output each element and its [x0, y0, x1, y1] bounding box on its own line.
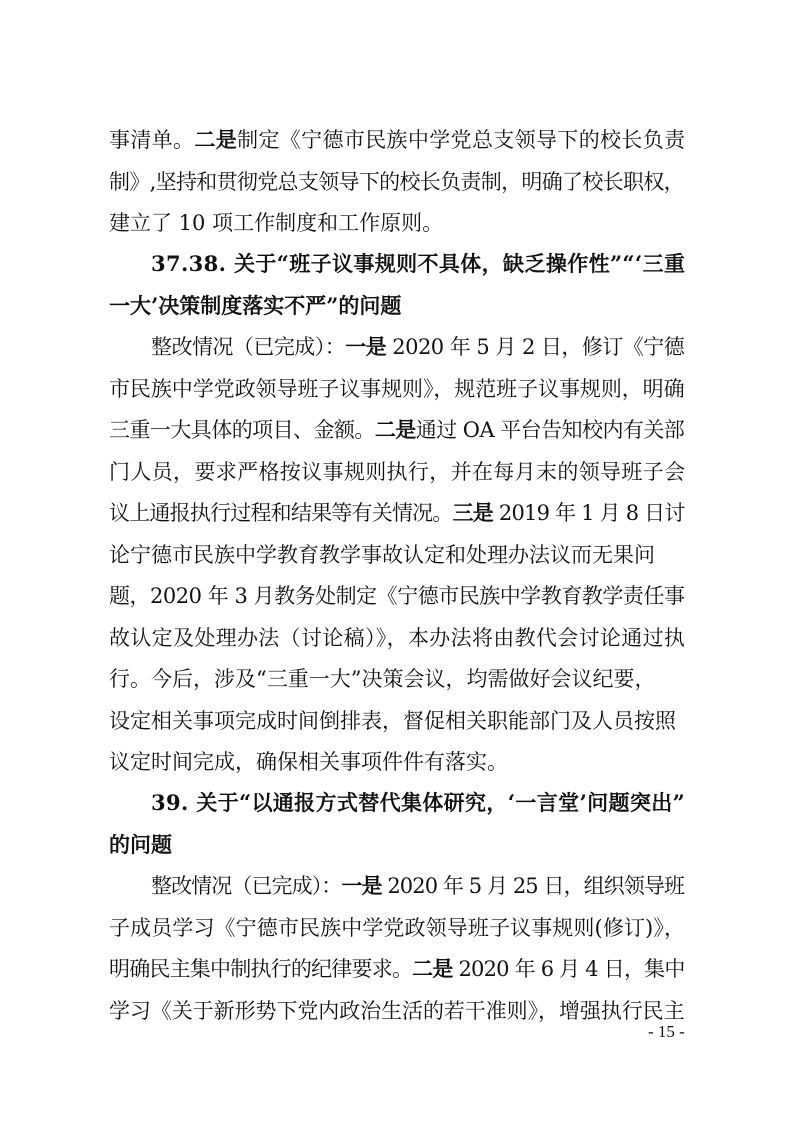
- text-line: [109, 618, 685, 658]
- text-line: [109, 825, 172, 865]
- text-run: 2020 年 5 月 25 日，组织领导班: [381, 874, 685, 898]
- text-line: [109, 701, 676, 741]
- text-run: 题，2020 年 3 月教务处制定《宁德市民族中学教育教学责任事: [109, 584, 685, 608]
- bold-text: 39. 关于“以通报方式替代集体研究，‘一言堂’问题突出”: [151, 790, 686, 815]
- text-line: [109, 162, 684, 202]
- text-run: 2020 年 6 月 4 日，集中: [452, 957, 685, 981]
- text-run: 通过 OA 平台告知校内有关部: [415, 418, 685, 442]
- text-line: [109, 908, 685, 948]
- bold-text: 三是: [452, 500, 493, 525]
- text-run: 制》,坚持和贯彻党总支领导下的校长负责制，明确了校长职权，: [109, 170, 684, 194]
- text-run: 建立了 10 项工作制度和工作原则。: [109, 211, 444, 235]
- text-line: [151, 866, 684, 906]
- text-run: 市民族中学党政领导班子议事规则》，规范班子议事规则，明确: [109, 377, 685, 401]
- text-line: [109, 120, 685, 160]
- text-run: 整改情况（已完成）：: [151, 335, 346, 359]
- text-run: 议定时间完成，确保相关事项件件有落实。: [109, 750, 508, 774]
- text-run: 子成员学习《宁德市民族中学党政领导班子议事规则(修订)》，: [109, 916, 686, 940]
- bold-text: 二是: [374, 417, 416, 442]
- text-line: [109, 286, 401, 326]
- text-line: [151, 327, 684, 367]
- text-run: 三重一大具体的项目、金额。: [109, 418, 375, 442]
- text-line: [109, 576, 684, 616]
- text-line: [109, 535, 655, 575]
- text-run: 门人员，要求严格按议事规则执行，并在每月末的领导班子会: [109, 460, 686, 484]
- text-line: [109, 991, 685, 1031]
- bold-text: 一大’决策制度落实不严”的问题: [109, 293, 402, 318]
- text-line: [109, 410, 684, 450]
- text-line: [151, 783, 685, 823]
- text-run: 2020 年 5 月 2 日，修订《宁德: [386, 335, 685, 359]
- text-run: 制定《宁德市民族中学党总支领导下的校长负责: [237, 128, 686, 152]
- bold-text: 一是: [345, 334, 387, 359]
- text-line: [109, 452, 685, 492]
- text-line: [109, 742, 508, 782]
- text-line: [109, 493, 685, 533]
- bold-text: 37.38. 关于“班子议事规则不具体，缺乏操作性”“‘三重: [151, 251, 686, 276]
- bold-text: 二是: [412, 956, 453, 981]
- text-run: 2019 年 1 月 8 日讨: [493, 501, 685, 525]
- text-line: [109, 203, 443, 243]
- bold-text: 一是: [341, 873, 382, 898]
- text-run: 事清单。: [109, 128, 195, 152]
- text-line: [151, 244, 685, 284]
- text-line: [109, 369, 685, 409]
- text-run: 行。今后，涉及“三重一大”决策会议，均需做好会议纪要，: [109, 667, 656, 691]
- text-run: 设定相关事项完成时间倒排表，督促相关职能部门及人员按照: [109, 709, 676, 733]
- text-line: [109, 659, 655, 699]
- text-run: 整改情况（已完成）：: [151, 874, 342, 898]
- text-run: 议上通报执行过程和结果等有关情况。: [109, 501, 453, 525]
- page-number: - 15 -: [648, 1022, 685, 1041]
- text-run: 明确民主集中制执行的纪律要求。: [109, 957, 413, 981]
- text-run: 故认定及处理办法（讨论稿）》，本办法将由教代会讨论通过执: [109, 626, 686, 650]
- bold-text: 二是: [194, 127, 238, 152]
- bold-text: 的问题: [109, 832, 172, 857]
- text-line: [109, 949, 685, 989]
- text-run: 学习《关于新形势下党内政治生活的若干准则》，增强执行民主: [109, 999, 685, 1023]
- text-run: 论宁德市民族中学教育教学事故认定和处理办法议而无果问: [109, 543, 655, 567]
